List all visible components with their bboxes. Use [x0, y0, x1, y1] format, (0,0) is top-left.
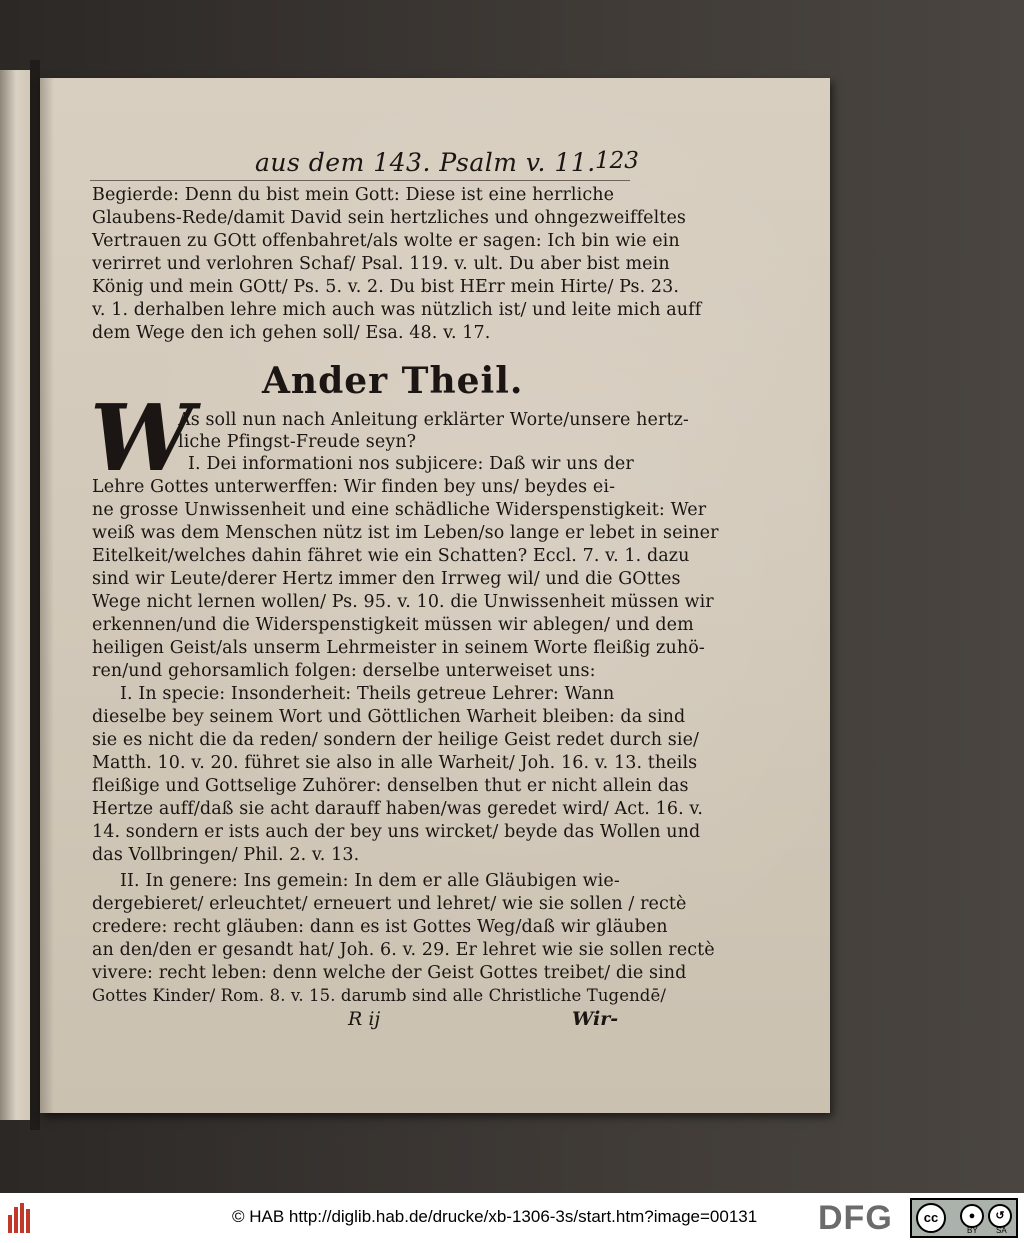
text-line: As soll nun nach Anleitung erklärter Worte/unsere hertz- — [178, 410, 689, 430]
text-line: 14. sondern er ists auch der bey uns wircket/ beyde das Wollen und — [92, 822, 701, 842]
copyright-link[interactable]: © HAB http://diglib.hab.de/drucke/xb-1306-3s/start.htm?image=00131 — [232, 1207, 758, 1226]
text-line: dergebieret/ erleuchtet/ erneuert und lehret/ wie sie sollen / rectè — [92, 894, 687, 914]
attribution-icon: ● — [960, 1204, 984, 1228]
section-title: Ander Theil. — [262, 360, 524, 402]
text-line: König und mein GOtt/ Ps. 5. v. 2. Du bist HErr mein Hirte/ Ps. 23. — [92, 277, 680, 297]
text-line: dem Wege den ich gehen soll/ Esa. 48. v. 17. — [92, 323, 491, 343]
text-line: sie es nicht die da reden/ sondern der heilige Geist redet durch sie/ — [92, 730, 700, 750]
text-line: Vertrauen zu GOtt offenbahret/als wolte er sagen: Ich bin wie ein — [92, 231, 680, 251]
text-line: II. In genere: Ins gemein: In dem er alle Gläubigen wie- — [120, 871, 620, 891]
text-line: Glaubens-Rede/damit David sein hertzliches und ohngezweiffeltes — [92, 208, 686, 228]
share-alike-icon: ↺ — [988, 1204, 1012, 1228]
text-line: vivere: recht leben: denn welche der Geist Gottes treibet/ die sind — [92, 963, 687, 983]
text-line: fleißige und Gottselige Zuhörer: denselben thut er nicht allein das — [92, 776, 689, 796]
hab-logo-icon — [8, 1203, 34, 1233]
footer-bar — [0, 1193, 1024, 1243]
drop-cap-initial: W — [90, 384, 194, 492]
text-line: credere: recht gläuben: dann es ist Gottes Weg/daß wir gläuben — [92, 917, 668, 937]
text-line: v. 1. derhalben lehre mich auch was nützlich ist/ und leite mich auff — [92, 300, 702, 320]
text-line: sind wir Leute/derer Hertz immer den Irrweg wil/ und die GOttes — [92, 569, 681, 589]
cc-license-badge[interactable] — [910, 1198, 1018, 1238]
text-line: weiß was dem Menschen nütz ist im Leben/so lange er lebet in seiner — [92, 523, 719, 543]
text-line: das Vollbringen/ Phil. 2. v. 13. — [92, 845, 360, 865]
catchword: Wir- — [572, 1008, 619, 1030]
text-line: I. In specie: Insonderheit: Theils getreue Lehrer: Wann — [120, 684, 615, 704]
text-line: I. Dei informationi nos subjicere: Daß wir uns der — [188, 454, 634, 474]
dfg-logo[interactable]: DFG — [818, 1199, 893, 1237]
text-line: dieselbe bey seinem Wort und Göttlichen Warheit bleiben: da sind — [92, 707, 686, 727]
running-head: aus dem 143. Psalm v. 11. — [255, 148, 596, 177]
text-line: verirret und verlohren Schaf/ Psal. 119. v. ult. Du aber bist mein — [92, 254, 670, 274]
cc-sa-label: SA — [996, 1226, 1007, 1235]
text-line: Hertze auff/daß sie acht darauff haben/was geredet wird/ Act. 16. v. — [92, 799, 704, 819]
text-line: ren/und gehorsamlich folgen: derselbe unterweiset uns: — [92, 661, 596, 681]
text-line: Begierde: Denn du bist mein Gott: Diese ist eine herrliche — [92, 185, 615, 205]
cc-by-label: BY — [967, 1226, 978, 1235]
text-line: Gottes Kinder/ Rom. 8. v. 15. darumb sind alle Christliche Tugendē/ — [92, 986, 666, 1005]
text-line: Lehre Gottes unterwerffen: Wir finden bey uns/ beydes ei- — [92, 477, 616, 497]
book-page — [40, 78, 830, 1113]
text-line: liche Pfingst-Freude seyn? — [178, 432, 417, 452]
text-line: Eitelkeit/welches dahin fähret wie ein Schatten? Eccl. 7. v. 1. dazu — [92, 546, 690, 566]
text-line: erkennen/und die Widerspenstigkeit müssen wir ablegen/ und dem — [92, 615, 694, 635]
text-line: heiligen Geist/als unserm Lehrmeister in seinem Worte fleißig zuhö- — [92, 638, 705, 658]
text-line: an den/den er gesandt hat/ Joh. 6. v. 29. Er lehret wie sie sollen rectè — [92, 940, 715, 960]
text-line: Wege nicht lernen wollen/ Ps. 95. v. 10. die Unwissenheit müssen wir — [92, 592, 714, 612]
signature-mark: R ij — [348, 1008, 381, 1030]
cc-icon: cc — [916, 1203, 946, 1233]
page-gutter-shadow — [30, 60, 40, 1130]
header-rule — [90, 180, 630, 181]
text-line: Matth. 10. v. 20. führet sie also in alle Warheit/ Joh. 16. v. 13. theils — [92, 753, 698, 773]
text-line: ne grosse Unwissenheit und eine schädliche Widerspenstigkeit: Wer — [92, 500, 707, 520]
page-number: 123 — [595, 148, 639, 174]
